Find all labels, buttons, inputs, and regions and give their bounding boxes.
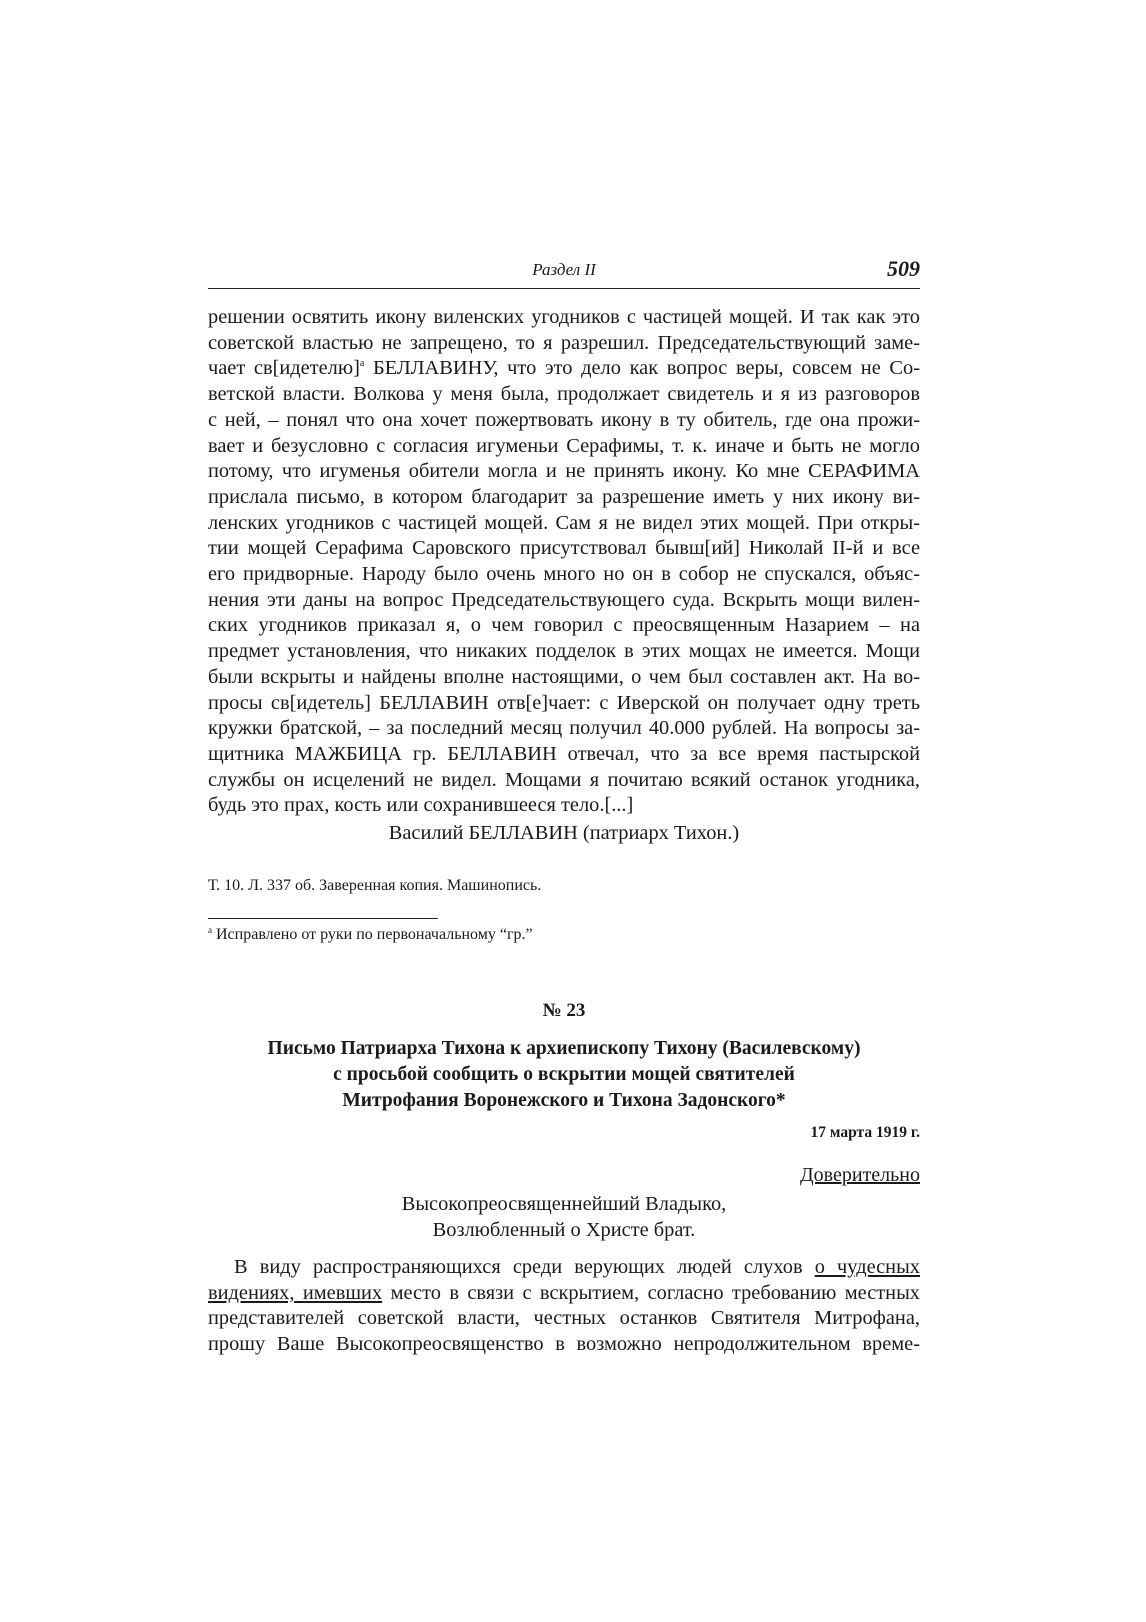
salutation-line: Высокопреосвященнейший Владыко, [401,1193,727,1216]
text-fragment: БЕЛЛАВИНУ, что это дело как вопрос веры, совсем не Со- [364,357,920,380]
text-line: с ней, – понял что она хочет пожертвовать икону в ту обитель, где она прожи- [208,408,920,431]
text-line: нения эти даны на вопрос Председательствующего суда. Вскрыть мощи вилен- [208,588,920,611]
text-fragment: место в связи с вскрытием, согласно требованию местных [382,1281,920,1304]
text-line [208,1255,920,1281]
text-line: потому, что игуменья обители могла и не принять икону. Ко мне СЕРАФИМА [208,460,920,483]
text-line: службы он исцелений не видел. Мощами я почитаю всякий останок угодника, [208,768,920,791]
text-line: будь это прах, кость или сохранившееся тело.[...] [208,794,634,817]
text-line: решении освятить икону виленских угодников с частицей мощей. И так как это [208,306,920,328]
text-line: были вскрыты и найдены вполне настоящими, о чем был составлен акт. На во- [208,665,920,688]
text-line: его придворные. Народу было очень много но он в собор не спускался, объяс- [208,563,920,586]
text-line: прислала письмо, в котором благодарит за разрешение иметь у них икону ви- [208,485,920,508]
footnote-marker: а [208,925,212,936]
footnote-divider [208,918,438,919]
title-line: Письмо Патриарха Тихона к архиепископу Тихону (Василевскому) [267,1038,861,1060]
page [208,258,920,1358]
footnote [208,925,920,945]
text-line: тии мощей Серафима Саровского присутствовал бывш[ий] Николай II-й и все [208,537,920,560]
text-line: ветской власти. Волкова у меня была, продолжает свидетель и я из разговоров [208,383,920,406]
letter-text [208,1255,920,1358]
text-line: кружки братской, – за последний месяц получил 40.000 рублей. На вопросы за- [208,717,920,740]
text-line [208,1281,920,1307]
testimony-text [208,305,920,819]
text-fragment: В виду распространяющихся среди верующих людей слухов [234,1256,815,1279]
text-line: прошу Ваше Высокопреосвященство в возможно непродолжительном време- [208,1333,920,1356]
page-number: 509 [887,256,920,281]
salutation [208,1191,920,1243]
underlined-text: о чудесных [814,1256,920,1279]
text-line: просы св[идетель] БЕЛЛАВИН отв[е]чает: с Иверской он получает одну треть [208,691,920,714]
document-number: № 23 [542,1000,586,1022]
confidential-mark: Доверительно [800,1164,920,1187]
document-date: 17 марта 1919 г. [810,1124,920,1142]
section-title: Раздел II [532,260,596,279]
archive-note: Т. 10. Л. 337 об. Заверенная копия. Машинопись. [208,877,542,895]
text-line: предмет установления, что никаких подделок в этих мощах не имеется. Мощи [208,640,920,663]
text-line: представителей советской власти, честных останков Святителя Митрофана, [208,1307,920,1330]
text-line: вает и безусловно с согласия игуменьи Серафимы, т. к. иначе и быть не могло [208,434,920,457]
running-header [208,258,920,289]
document-title [208,1036,920,1114]
footnote-text: Исправлено от руки по первоначальному “гр.” [212,926,533,944]
text-line [208,356,920,382]
signature: Василий БЕЛЛАВИН (патриарх Тихон.) [388,822,740,845]
salutation-line: Возлюбленный о Христе брат. [432,1219,696,1242]
text-line: советской властью не запрещено, то я разрешил. Председательствующий заме- [208,331,920,354]
text-line: щитника МАЖБИЦА гр. БЕЛЛАВИН отвечал, что за все время пастырской [208,742,920,765]
underlined-text: видениях, имевших [208,1281,383,1304]
footnote-marker: а [359,358,365,370]
text-line: ских угодников приказал я, о чем говорил с преосвященным Назарием – на [208,614,920,637]
text-fragment: чает св[идетелю] [208,357,360,380]
text-line: ленских угодников с частицей мощей. Сам я не видел этих мощей. При откры- [208,511,920,534]
title-line: Митрофания Воронежского и Тихона Задонского* [342,1090,786,1112]
title-line: с просьбой сообщить о вскрытии мощей святителей [333,1064,795,1086]
